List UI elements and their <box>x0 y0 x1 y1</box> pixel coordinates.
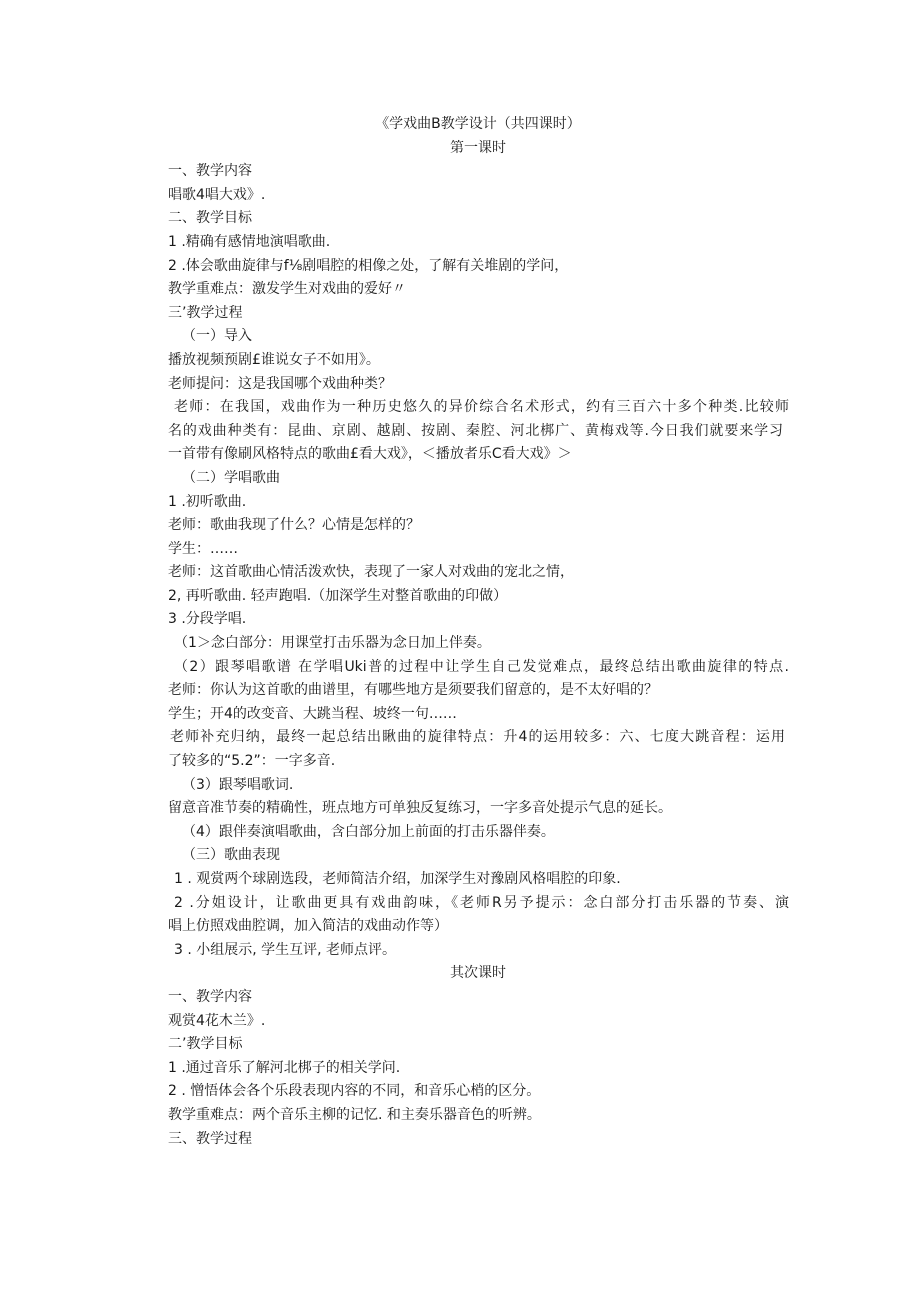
lesson1-goal-1: 1 .精确有感情地演唱歌曲. <box>168 233 331 250</box>
paragraph: 老师：你认为这首歌的曲谱里，有哪些地方是须要我们留意的，是不太好唱的？ <box>168 682 658 699</box>
paragraph: 老师：在我国，戏曲作为一种历史悠久的异价综合名术形式，约有三百六十多个种类.比较师 <box>174 399 789 416</box>
lesson2-section-content: 一、教学内容 <box>168 988 252 1005</box>
lesson2-content-text: 观赏4花木兰》. <box>168 1012 266 1029</box>
lesson1-part-learn: （二）学唱歌曲 <box>182 469 280 486</box>
paragraph: 唱上仿照戏曲腔调，加入简洁的戏曲动作等） <box>168 918 448 935</box>
paragraph: 播放视频预剧£谁说女子不如用》。 <box>168 351 380 368</box>
paragraph: （3）跟琴唱歌词. <box>182 776 294 793</box>
lesson1-content-text: 唱歌4唱大戏》. <box>168 186 266 203</box>
lesson2-goal-2: 2 . 憎悟体会各个乐段表现内容的不同，和音乐心梢的区分。 <box>168 1083 541 1100</box>
lesson2-section-process: 三、教学过程 <box>168 1130 252 1147</box>
lesson1-goal-2: 2 .体会歌曲旋律与f⅛剧唱腔的相像之处，了解有关堆剧的学问， <box>168 257 569 274</box>
lesson2-heading: 其次课时 <box>450 965 506 982</box>
document-title: 《学戏曲B教学设计（共四课时） <box>375 116 581 132</box>
paragraph: 老师提问：这是我国哪个戏曲种类？ <box>168 375 392 392</box>
paragraph: 3 .分段学唱. <box>168 611 247 628</box>
paragraph: 名的戏曲种类有：昆曲、京剧、越剧、按剧、秦腔、河北梆广、黄梅戏等.今日我们就要来学习 <box>168 422 783 439</box>
paragraph: 2, 再听歌曲. 轻声跑唱.（加深学生对整首歌曲的印做） <box>168 587 508 604</box>
paragraph: 学生：…… <box>168 540 238 557</box>
paragraph: 2 .分姐设计，让歌曲更具有戏曲韵味，《老师R另予提示：念白部分打击乐器的节奏、演 <box>174 894 789 911</box>
paragraph: （1＞念白部分：用课堂打击乐器为念日加上伴奏。 <box>174 635 491 652</box>
paragraph: 了较多的“5.2”：一字多音. <box>168 753 336 770</box>
paragraph: 老师：这首歌曲心情活泼欢快，表现了一家人对戏曲的宠北之情， <box>168 564 574 581</box>
paragraph: 留意音准节奏的精确性，班点地方可单独反复练习，一字多音处提示气息的延长。 <box>168 800 672 817</box>
paragraph: 3 . 小组展示, 学生互评, 老师点评。 <box>174 941 397 958</box>
lesson1-key-points: 教学重难点：激发学生对戏曲的爱好〃 <box>168 281 406 298</box>
lesson2-section-goals: 二’教学目标 <box>168 1036 243 1053</box>
lesson1-section-goals: 二、教学目标 <box>168 210 252 227</box>
lesson1-section-process: 三’教学过程 <box>168 304 243 321</box>
lesson2-key-points: 教学重难点：两个音乐主柳的记忆. 和主奏乐器音色的听辨。 <box>168 1106 541 1123</box>
paragraph: 老师补充归纳，最终一起总结出瞅曲的旋律特点：升4的运用较多：六、七度大跳音程：运用 <box>170 729 785 746</box>
document-body <box>168 113 788 1151</box>
paragraph: 学生；开4的改变音、大跳当程、坡终一句…… <box>168 705 457 722</box>
lesson1-section-content: 一、教学内容 <box>168 163 252 180</box>
paragraph: 老师：歌曲我现了什么？心情是怎样的？ <box>168 517 420 534</box>
lesson1-part-intro: （一）导入 <box>182 328 252 345</box>
paragraph: （2）跟琴唱歌谱 在学唱Uki普的过程中让学生自己发觉难点，最终总结出歌曲旋律的特点. <box>174 658 789 675</box>
paragraph: 1 . 观赏两个球剧选段，老师简洁介绍，加深学生对豫剧风格唱腔的印象. <box>174 871 621 887</box>
lesson1-part-perform: （三）歌曲表现 <box>182 847 280 864</box>
paragraph: （4）跟伴奏演唱歌曲，含白部分加上前面的打击乐器伴奏。 <box>182 823 555 840</box>
paragraph: 1 .初听歌曲. <box>168 493 247 510</box>
paragraph: 一首带有像刷风格特点的歌曲£看大戏》，＜播放者乐C看大戏》＞ <box>168 446 572 463</box>
lesson1-heading: 第一课时 <box>450 139 506 156</box>
lesson2-goal-1: 1 .通过音乐了解河北梆子的相关学问. <box>168 1059 401 1076</box>
